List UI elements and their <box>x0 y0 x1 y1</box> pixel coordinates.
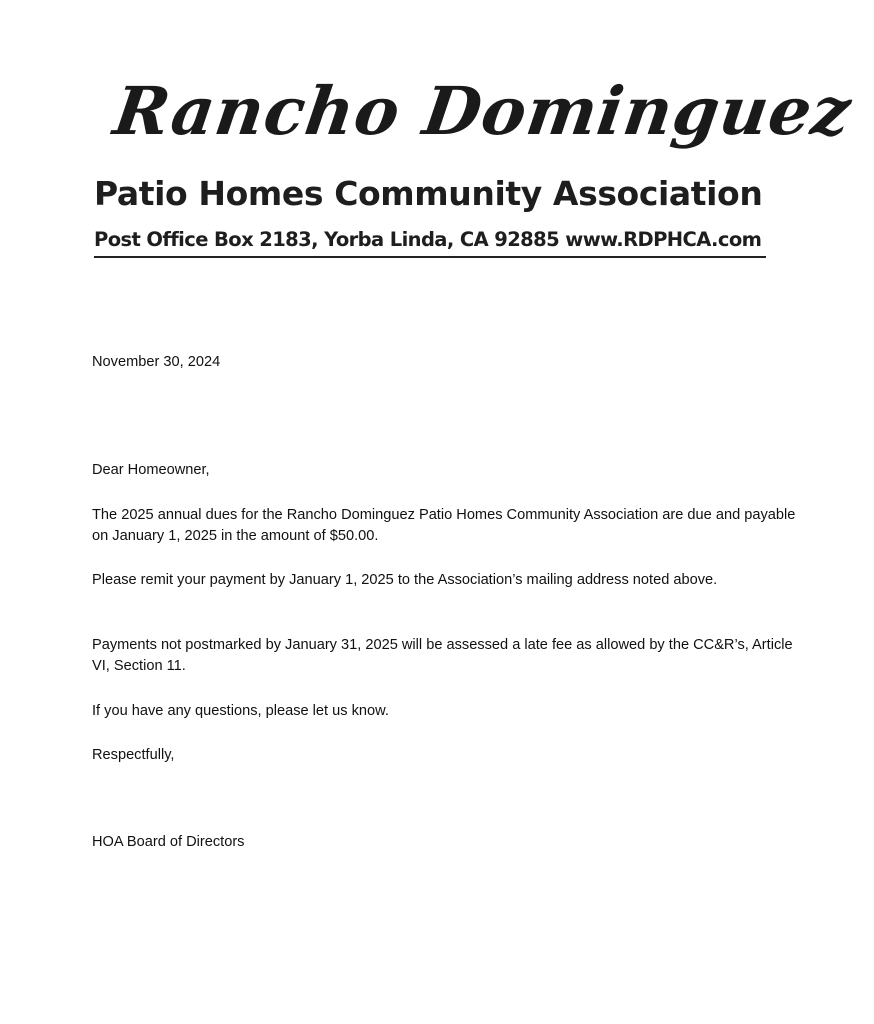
letter-paragraph-late-fee: Payments not postmarked by January 31, 2025 will be assessed a late fee as allowed by the CC&R’s, Article VI, Section 11. <box>92 637 793 674</box>
organization-address: Post Office Box 2183, Yorba Linda, CA 92885 www.RDPHCA.com <box>94 228 762 251</box>
letter-salutation: Dear Homeowner, <box>92 462 210 478</box>
letterhead-divider <box>94 256 766 258</box>
letterhead-script-title: Rancho Dominguez <box>109 72 857 150</box>
letter-paragraph-dues: The 2025 annual dues for the Rancho Dominguez Patio Homes Community Association are due and payable on January 1, 2025 in the amount of $50.00. <box>92 507 796 544</box>
letter-signature: HOA Board of Directors <box>92 834 245 850</box>
letter-paragraph-questions: If you have any questions, please let us know. <box>92 703 389 719</box>
letter-paragraph-remit: Please remit your payment by January 1, 2025 to the Association’s mailing address noted above. <box>92 572 718 588</box>
letter-date: November 30, 2024 <box>92 354 221 370</box>
letter-closing: Respectfully, <box>92 747 175 763</box>
organization-name: Patio Homes Community Association <box>94 174 763 213</box>
